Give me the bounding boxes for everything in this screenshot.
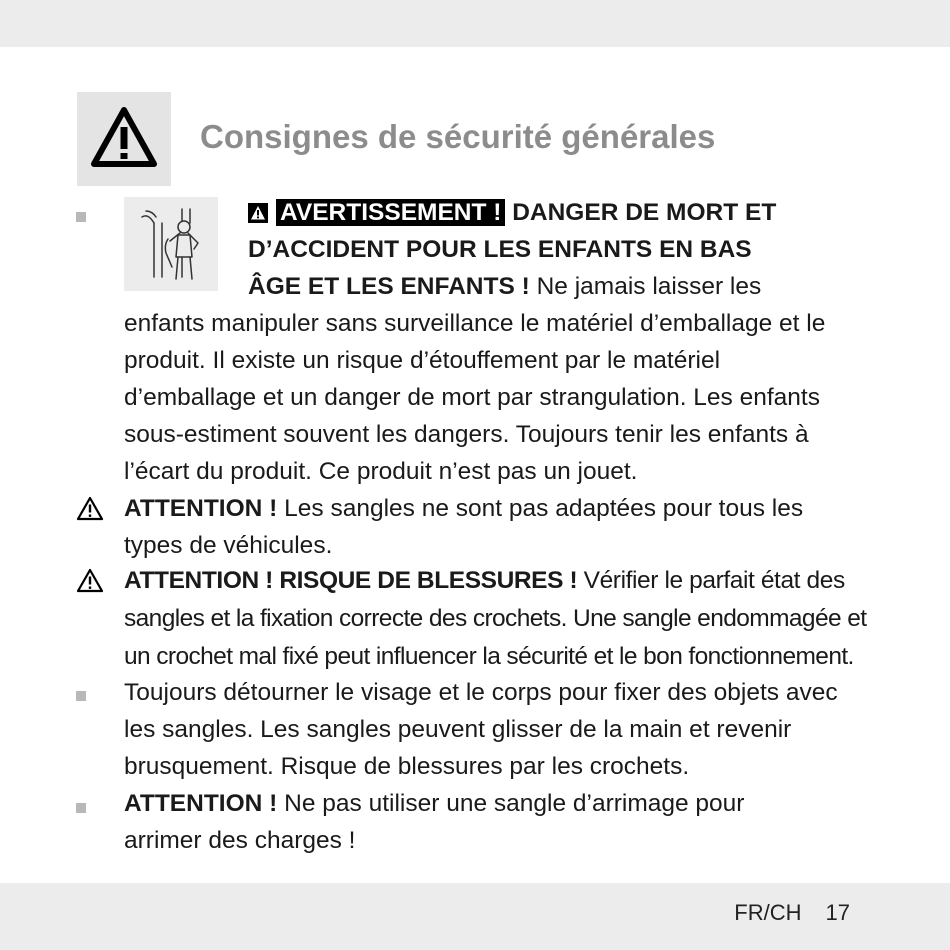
block2-heading: ATTENTION ! <box>124 495 278 522</box>
block3-line2: sangles et la fixation correcte des crochets. Une sangle endommagée et <box>124 605 867 632</box>
top-bar <box>0 0 950 47</box>
block4-line2: les sangles. Les sangles peuvent glisser de la main et revenir <box>124 716 792 743</box>
bullet-icon <box>76 691 86 701</box>
block1-line3 <box>248 273 761 301</box>
page-number: 17 <box>825 900 850 925</box>
block1-line1 <box>248 199 776 227</box>
warning-triangle-icon <box>76 496 104 521</box>
block1-line5: produit. Il existe un risque d’étouffement par le matériel <box>124 347 721 374</box>
block2-line2: types de véhicules. <box>124 532 333 559</box>
block5-heading: ATTENTION ! <box>124 790 278 817</box>
block1-heading-3: ÂGE ET LES ENFANTS ! <box>248 273 530 300</box>
warning-triangle-icon <box>76 568 104 593</box>
block3-line3: un crochet mal fixé peut influencer la sécurité et le bon fonctionnement. <box>124 643 854 670</box>
block3-line1 <box>124 567 845 595</box>
block3-text-1: Vérifier le parfait état des <box>577 567 845 594</box>
child-hanging-icon <box>132 205 210 283</box>
bullet-icon <box>76 803 86 813</box>
block5-line1 <box>124 790 744 818</box>
warning-label-icon <box>248 203 268 223</box>
block1-line4: enfants manipuler sans surveillance le matériel d’emballage et le <box>124 310 826 337</box>
block1-heading-1: DANGER DE MORT ET <box>505 199 777 226</box>
avertissement-label: AVERTISSEMENT ! <box>276 199 505 226</box>
block1-line8: l’écart du produit. Ce produit n’est pas un jouet. <box>124 458 638 485</box>
block1-line7: sous-estiment souvent les dangers. Toujours tenir les enfants à <box>124 421 809 448</box>
block4-line1: Toujours détourner le visage et le corps pour fixer des objets avec <box>124 679 838 706</box>
block1-heading-2: D’ACCIDENT POUR LES ENFANTS EN BAS <box>248 236 752 263</box>
block1-line6: d’emballage et un danger de mort par strangulation. Les enfants <box>124 384 820 411</box>
block5-line2: arrimer des charges ! <box>124 827 356 854</box>
child-hazard-box <box>124 197 218 291</box>
section-title: Consignes de sécurité générales <box>200 118 716 155</box>
title-warning-box <box>77 92 171 186</box>
warning-triangle-icon <box>250 205 266 221</box>
page-footer <box>734 900 850 926</box>
block3-heading: ATTENTION ! RISQUE DE BLESSURES ! <box>124 567 578 594</box>
block2-text-1: Les sangles ne sont pas adaptées pour tous les <box>277 495 804 522</box>
block2-line1 <box>124 495 803 523</box>
block1-text-3: Ne jamais laisser les <box>529 273 762 300</box>
warning-triangle-icon <box>90 106 158 168</box>
language-code: FR/CH <box>734 900 802 925</box>
bullet-icon <box>76 212 86 222</box>
block5-text-1: Ne pas utiliser une sangle d’arrimage pour <box>277 790 745 817</box>
block4-line3: brusquement. Risque de blessures par les crochets. <box>124 753 690 780</box>
